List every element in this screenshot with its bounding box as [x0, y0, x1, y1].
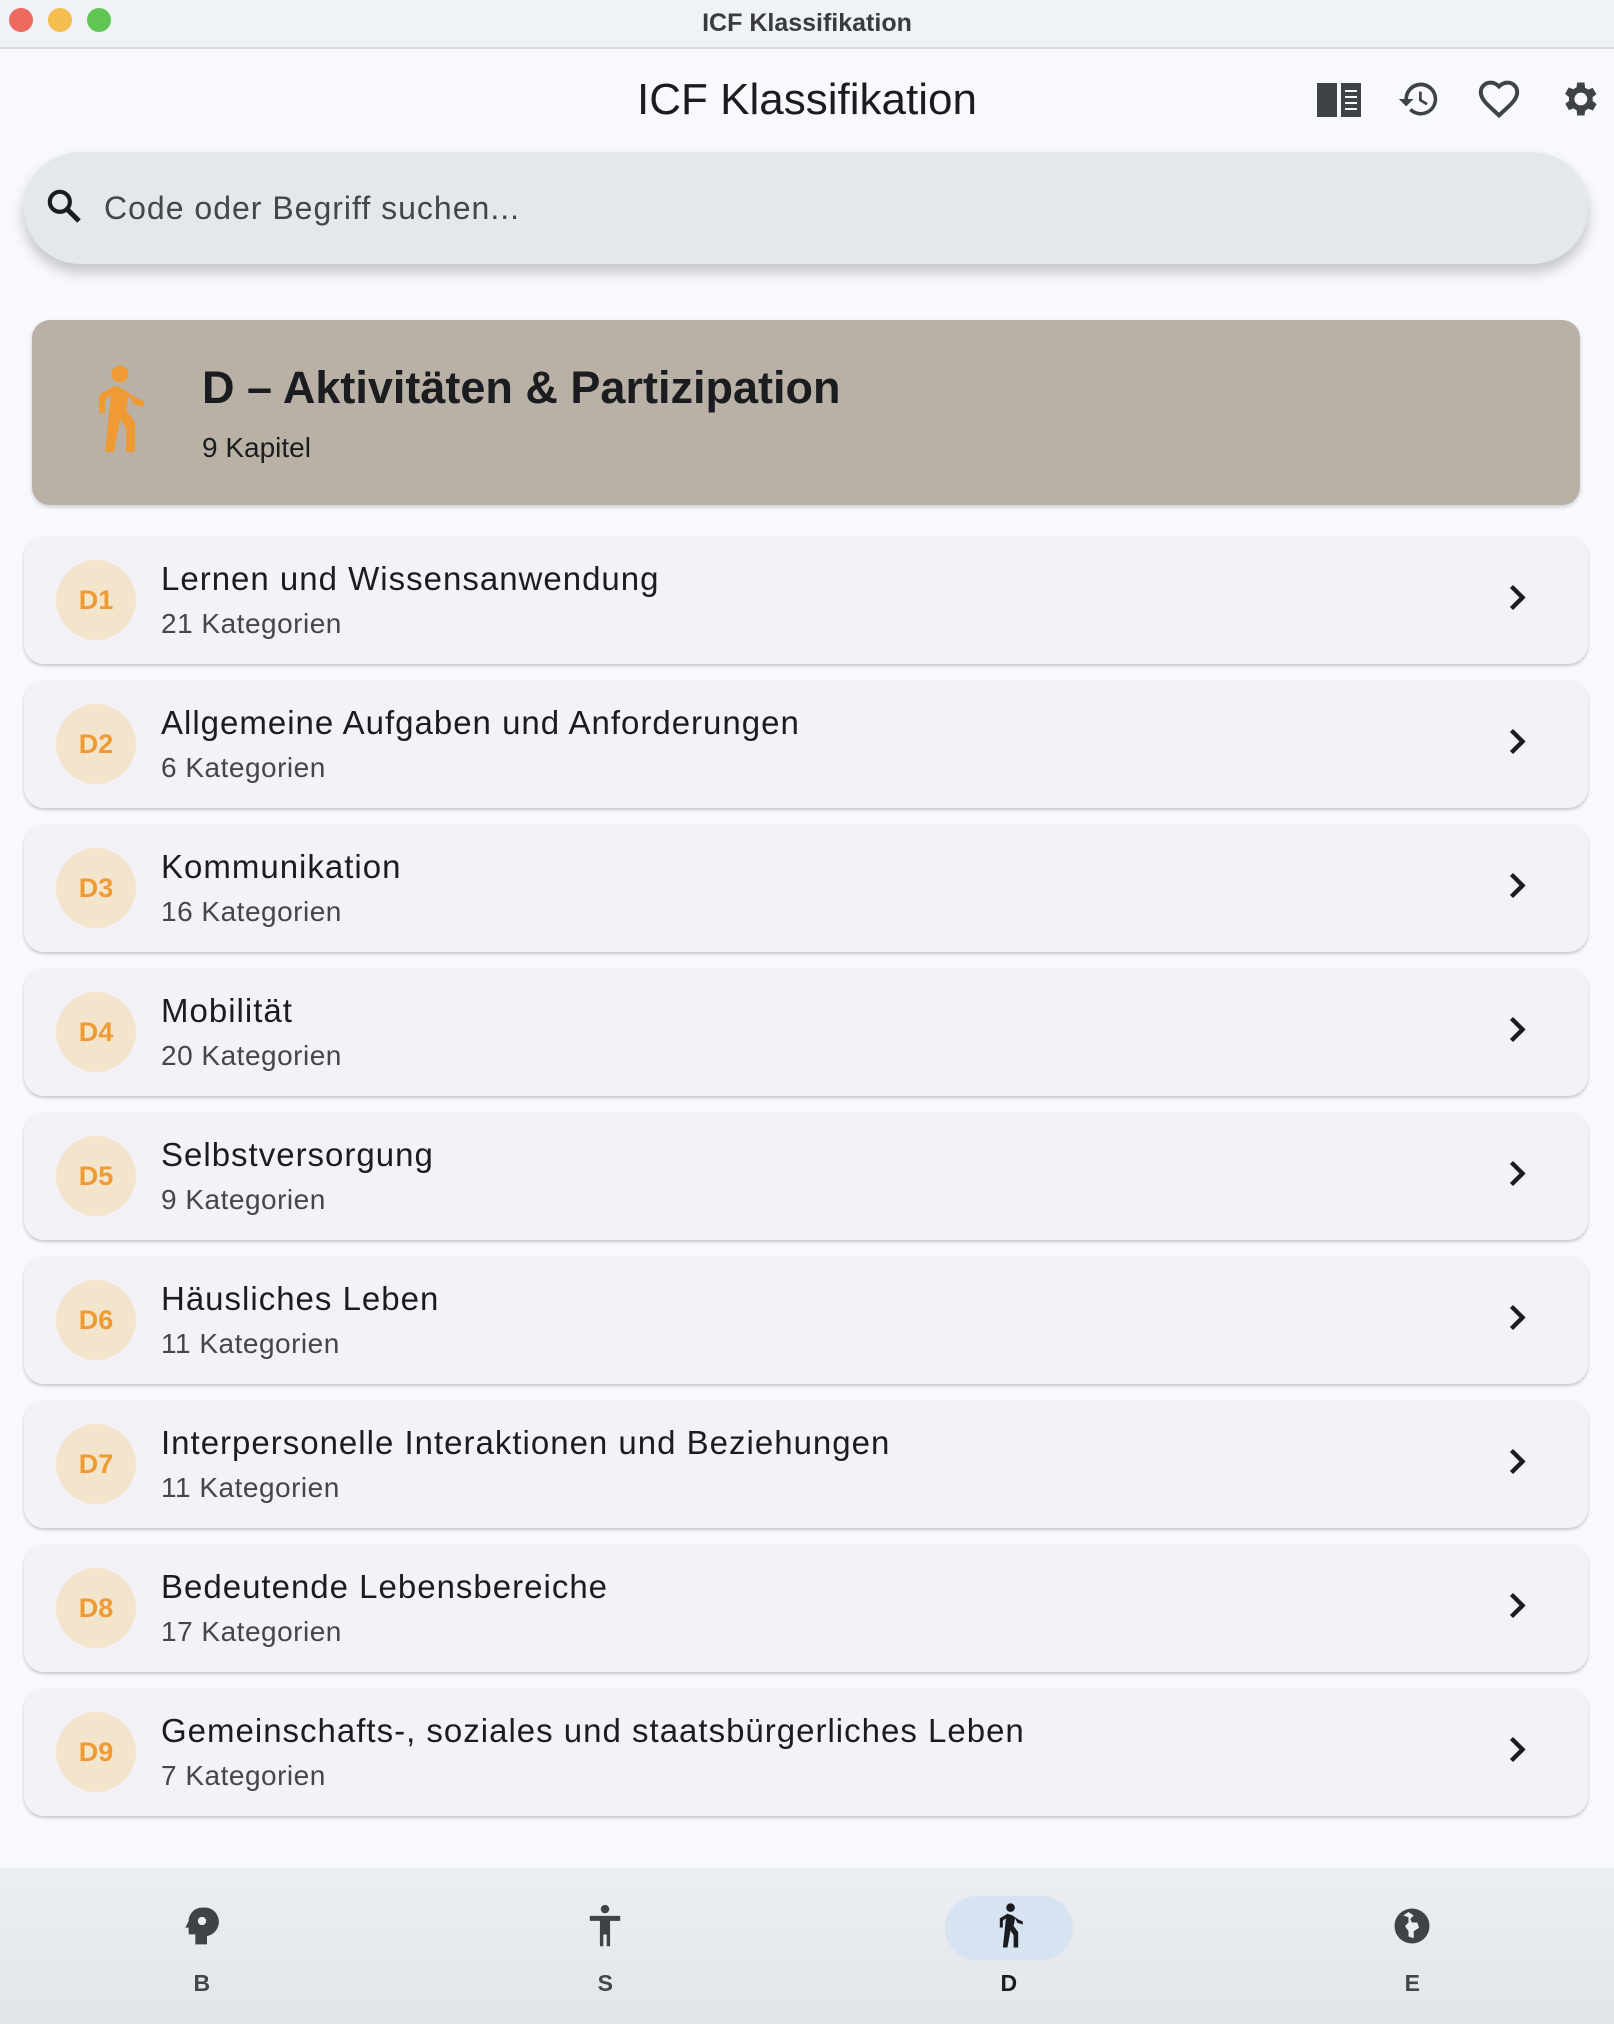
chevron-right-icon — [1506, 1159, 1528, 1194]
chevron-right-icon — [1506, 1447, 1528, 1482]
chapter-category-count: 6 Kategorien — [161, 752, 326, 783]
chapter-code-badge: D8 — [56, 1568, 136, 1648]
chapter-title: Kommunikation — [161, 848, 402, 885]
close-window-button[interactable] — [9, 8, 33, 32]
tab-label: S — [597, 1970, 613, 1996]
chapter-category-count: 9 Kategorien — [161, 1184, 326, 1215]
tab-label: B — [193, 1970, 211, 1996]
chapter-title: Häusliches Leben — [161, 1280, 440, 1317]
chapter-code-badge: D3 — [56, 848, 136, 928]
chapter-title: Bedeutende Lebensbereiche — [161, 1568, 609, 1605]
chapter-category-count: 16 Kategorien — [161, 896, 342, 927]
chapter-title: Interpersonelle Interaktionen und Beziehungen — [161, 1424, 891, 1461]
chapter-code-badge: D6 — [56, 1280, 136, 1360]
chapter-code-badge: D2 — [56, 704, 136, 784]
tab-b[interactable] — [0, 1868, 404, 2024]
chapter-category-count: 11 Kategorien — [161, 1472, 340, 1503]
window-titlebar — [0, 0, 1614, 49]
tab-d[interactable] — [807, 1868, 1211, 2024]
minimize-window-button[interactable] — [48, 8, 72, 32]
chapter-code-badge: D5 — [56, 1136, 136, 1216]
chapter-list-item[interactable] — [24, 1544, 1588, 1672]
chapter-code-badge: D7 — [56, 1424, 136, 1504]
chapter-title: Mobilität — [161, 992, 293, 1029]
walking-person-icon — [993, 1903, 1025, 1954]
chapter-list-item[interactable] — [24, 536, 1588, 664]
tab-s[interactable] — [404, 1868, 808, 2024]
heart-icon[interactable] — [1474, 74, 1524, 124]
tab-label: E — [1404, 1970, 1420, 1996]
chapter-list-item[interactable] — [24, 680, 1588, 808]
chapter-list-item[interactable] — [24, 824, 1588, 952]
window-title: ICF Klassifikation — [702, 9, 912, 37]
chapter-category-count: 21 Kategorien — [161, 608, 342, 639]
globe-icon — [1391, 1905, 1433, 1952]
chapter-code-badge: D4 — [56, 992, 136, 1072]
chapter-list-item[interactable] — [24, 1688, 1588, 1816]
category-subtitle: 9 Kapitel — [202, 431, 311, 463]
chapter-code-badge: D9 — [56, 1712, 136, 1792]
head-gear-icon — [184, 1906, 220, 1951]
bottom-navigation — [0, 1868, 1614, 2024]
chapter-category-count: 20 Kategorien — [161, 1040, 342, 1071]
app-header — [0, 60, 1614, 140]
page-title: ICF Klassifikation — [637, 75, 977, 124]
search-icon — [44, 186, 84, 231]
history-icon[interactable] — [1394, 74, 1444, 124]
chapter-list-item[interactable] — [24, 1112, 1588, 1240]
chapter-list-item[interactable] — [24, 1400, 1588, 1528]
chapter-list — [24, 536, 1588, 1832]
category-header-card — [32, 320, 1580, 505]
window-controls — [9, 8, 111, 32]
chevron-right-icon — [1506, 583, 1528, 618]
tab-label: D — [1000, 1970, 1018, 1996]
body-structure-icon — [587, 1904, 623, 1953]
search-bar[interactable] — [24, 152, 1588, 264]
chapter-code-badge: D1 — [56, 560, 136, 640]
chevron-right-icon — [1506, 871, 1528, 906]
chapter-list-item[interactable] — [24, 968, 1588, 1096]
zoom-window-button[interactable] — [87, 8, 111, 32]
search-input[interactable] — [104, 190, 1404, 227]
chevron-right-icon — [1506, 1591, 1528, 1626]
category-title: D – Aktivitäten & Partizipation — [202, 361, 841, 413]
chevron-right-icon — [1506, 1303, 1528, 1338]
book-icon[interactable] — [1314, 74, 1364, 124]
chevron-right-icon — [1506, 1735, 1528, 1770]
chevron-right-icon — [1506, 1015, 1528, 1050]
chapter-title: Lernen und Wissensanwendung — [161, 560, 660, 597]
chapter-category-count: 7 Kategorien — [161, 1760, 326, 1791]
walking-person-icon — [87, 365, 147, 460]
chevron-right-icon — [1506, 727, 1528, 762]
chapter-title: Selbstversorgung — [161, 1136, 434, 1173]
chapter-category-count: 11 Kategorien — [161, 1328, 340, 1359]
settings-icon[interactable] — [1554, 74, 1604, 124]
chapter-category-count: 17 Kategorien — [161, 1616, 342, 1647]
chapter-title: Gemeinschafts-, soziales und staatsbürgerliches Leben — [161, 1712, 1025, 1749]
chapter-title: Allgemeine Aufgaben und Anforderungen — [161, 704, 800, 741]
tab-e[interactable] — [1211, 1868, 1614, 2024]
chapter-list-item[interactable] — [24, 1256, 1588, 1384]
